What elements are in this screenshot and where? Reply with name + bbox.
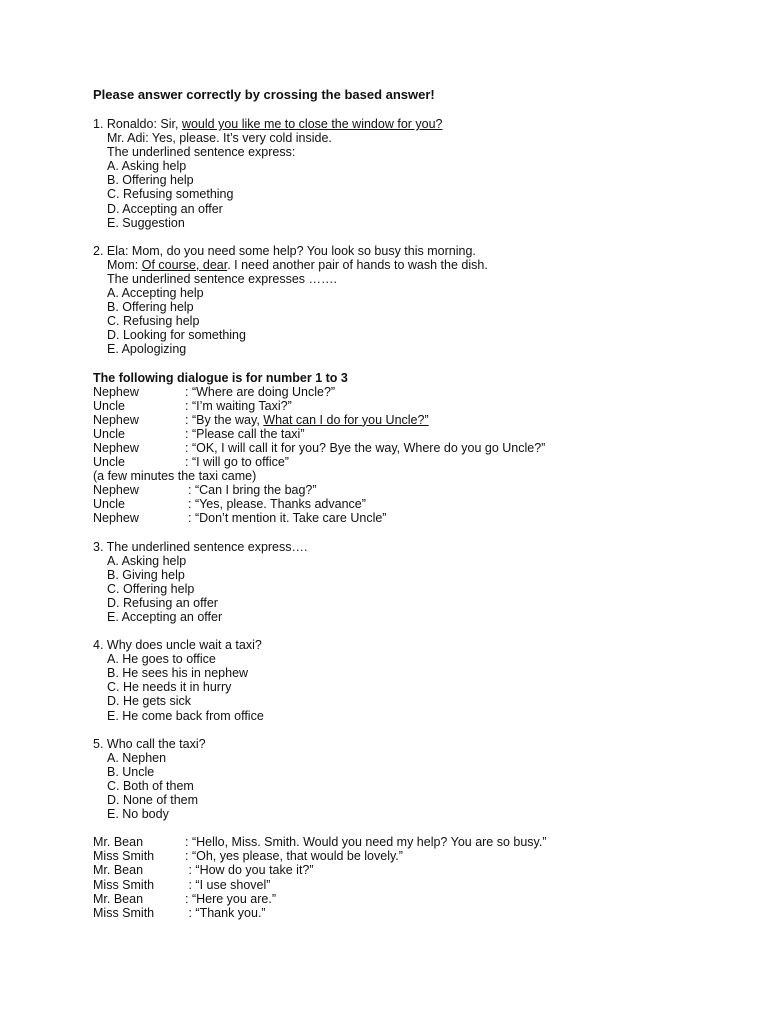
speech-text: : “Don’t mention it. Take care Uncle” (188, 511, 387, 526)
question-5-option-d[interactable]: D. None of them (107, 793, 199, 808)
question-1-reply: Mr. Adi: Yes, please. It’s very cold inside. (107, 131, 332, 146)
dialogue-line (93, 385, 733, 399)
question-3-option-e[interactable]: E. Accepting an offer (107, 610, 223, 624)
dialogue-line (93, 863, 733, 877)
speech-text: : “OK, I will call it for you? Bye the way, Where do you go Uncle?” (185, 440, 546, 455)
speech-text: : “How do you take it?” (185, 863, 314, 878)
question-1-option-a[interactable]: A. Asking help (107, 159, 187, 174)
question-5-prompt: 5. Who call the taxi? (93, 736, 206, 751)
question-4-prompt: 4. Why does uncle wait a taxi? (93, 638, 262, 653)
dialogue-line (93, 878, 733, 892)
dialogue-line (93, 511, 733, 525)
worksheet-heading: Please answer correctly by crossing the based answer! (93, 87, 435, 102)
spacer (93, 624, 733, 638)
dialogue-line (93, 441, 733, 455)
speaker-name: Miss Smith (93, 905, 155, 920)
question-5 (93, 737, 733, 822)
speaker-name: Miss Smith (93, 877, 155, 892)
question-2-option-b[interactable]: B. Offering help (107, 300, 194, 315)
worksheet-page (93, 87, 733, 920)
question-1-underlined: would you like me to close the window for you? (181, 117, 443, 131)
question-4-option-c[interactable]: C. He needs it in hurry (107, 680, 232, 695)
speech-text-underlined: What can I do for you Uncle?” (263, 412, 429, 427)
question-3-option-d[interactable]: D. Refusing an offer (107, 595, 218, 610)
question-2-mom-label: Mom: (107, 257, 142, 272)
question-5-option-a[interactable]: A. Nephen (107, 750, 167, 765)
speech-text: : “Hello, Miss. Smith. Would you need my help? You are so busy.” (185, 835, 547, 850)
question-2-instruction: The underlined sentence expresses ……. (107, 271, 337, 286)
speaker-name: Mr. Bean (93, 863, 144, 878)
question-4-option-e[interactable]: E. He come back from office (107, 708, 264, 723)
dialogue-1-title: The following dialogue is for number 1 to 3 (93, 370, 348, 385)
spacer (93, 723, 733, 737)
question-3 (93, 540, 733, 625)
question-2 (93, 244, 733, 357)
speaker-name: Mr. Bean (93, 835, 144, 850)
question-1 (93, 117, 733, 230)
question-4-option-b[interactable]: B. He sees his in nephew (107, 666, 249, 681)
speech-text: : “Here you are.” (185, 891, 277, 906)
speaker-name: Uncle (93, 455, 125, 470)
speech-text: : “Yes, please. Thanks advance” (188, 497, 366, 512)
question-2-prompt: 2. Ela: Mom, do you need some help? You look so busy this morning. (93, 243, 476, 258)
speaker-name: Nephew (93, 384, 139, 399)
speech-text: : “I will go to office” (185, 455, 289, 470)
speech-text: : “Can I bring the bag?” (188, 483, 317, 498)
question-5-option-c[interactable]: C. Both of them (107, 778, 194, 793)
speaker-name: Mr. Bean (93, 891, 144, 906)
speaker-name: Nephew (93, 511, 139, 526)
dialogue-line (93, 455, 733, 469)
speaker-name: Uncle (93, 426, 125, 441)
speech-text-prefix: : “By the way, (185, 412, 264, 427)
spacer (93, 821, 733, 835)
question-1-prefix: 1. Ronaldo: Sir, (93, 117, 182, 131)
question-3-option-c[interactable]: C. Offering help (107, 581, 195, 596)
spacer (93, 230, 733, 244)
question-1-option-b[interactable]: B. Offering help (107, 173, 194, 188)
question-1-prompt (93, 117, 733, 131)
question-4 (93, 638, 733, 723)
question-1-option-d[interactable]: D. Accepting an offer (107, 201, 223, 216)
question-2-mom-suffix: . I need another pair of hands to wash the dish. (227, 257, 488, 272)
speaker-name: Uncle (93, 497, 125, 512)
question-1-option-c[interactable]: C. Refusing something (107, 187, 234, 202)
speaker-name: Nephew (93, 483, 139, 498)
question-3-option-a[interactable]: A. Asking help (107, 553, 187, 568)
speaker-name: Nephew (93, 440, 139, 455)
speaker-name: Nephew (93, 412, 139, 427)
dialogue-line (93, 427, 733, 441)
speech-text: : “Thank you.” (185, 905, 266, 920)
question-2-option-d[interactable]: D. Looking for something (107, 328, 246, 343)
question-2-option-c[interactable]: C. Refusing help (107, 314, 200, 329)
question-4-option-d[interactable]: D. He gets sick (107, 694, 192, 709)
question-3-prompt: 3. The underlined sentence express…. (93, 539, 308, 554)
speech-text: : “I’m waiting Taxi?” (185, 398, 292, 413)
question-3-option-b[interactable]: B. Giving help (107, 567, 185, 582)
question-5-option-e[interactable]: E. No body (107, 807, 169, 822)
question-4-option-a[interactable]: A. He goes to office (107, 652, 216, 667)
question-5-option-b[interactable]: B. Uncle (107, 764, 155, 779)
dialogue-2 (93, 835, 733, 920)
speech-text: : “Please call the taxi” (185, 426, 305, 441)
spacer (93, 357, 733, 371)
speech-text: : “I use shovel” (185, 877, 271, 892)
question-2-option-a[interactable]: A. Accepting help (107, 286, 204, 301)
dialogue-line (93, 399, 733, 413)
question-2-underlined: Of course, dear (141, 257, 228, 272)
speech-text: : “Where are doing Uncle?” (185, 384, 336, 399)
speech-text: : “Oh, yes please, that would be lovely.” (185, 849, 403, 864)
question-1-instruction: The underlined sentence express: (107, 145, 296, 160)
dialogue-line (93, 497, 733, 511)
dialogue-line (93, 483, 733, 497)
question-1-option-e[interactable]: E. Suggestion (107, 215, 185, 230)
dialogue-line (93, 906, 733, 920)
speaker-name: Uncle (93, 398, 125, 413)
stage-note: (a few minutes the taxi came) (93, 469, 257, 484)
dialogue-line (93, 835, 733, 849)
dialogue-line (93, 413, 733, 427)
dialogue-1 (93, 371, 733, 526)
question-2-option-e[interactable]: E. Apologizing (107, 342, 187, 357)
spacer (93, 526, 733, 540)
question-2-reply (93, 258, 733, 272)
dialogue-line (93, 849, 733, 863)
speaker-name: Miss Smith (93, 849, 155, 864)
dialogue-line (93, 892, 733, 906)
